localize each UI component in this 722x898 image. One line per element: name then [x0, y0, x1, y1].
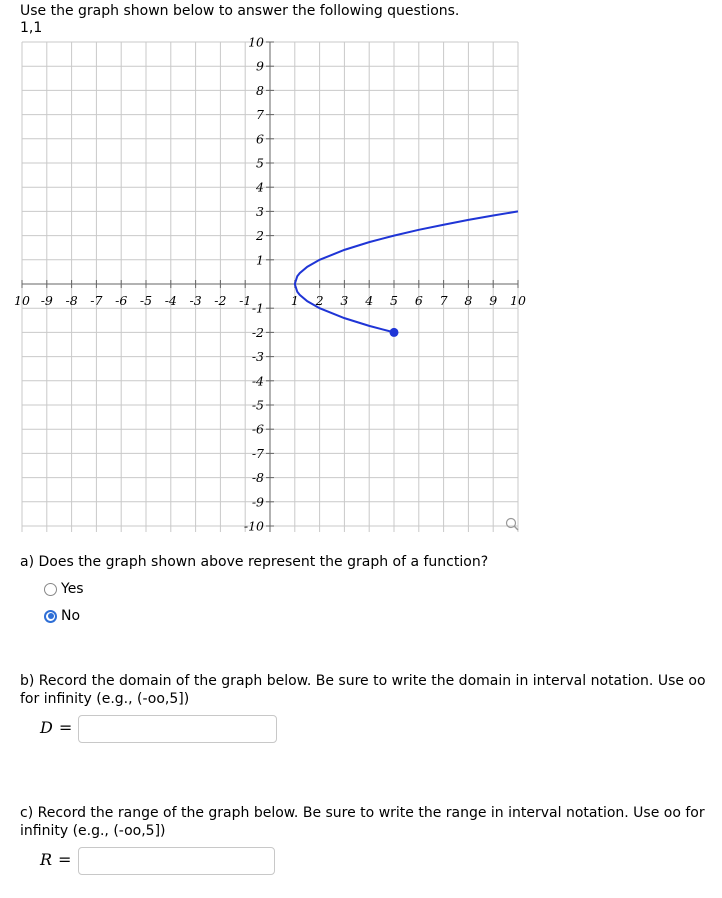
y-tick-label: 4 [256, 179, 264, 195]
x-tick-label: 6 [414, 293, 423, 308]
y-tick-label: -5 [251, 397, 264, 413]
x-tick-label: -2 [214, 293, 227, 308]
part-b-question: b) Record the domain of the graph below. Be sure to write the domain in interval notation. Use oo for infinity (e.g., (-oo,5]) [20, 673, 706, 707]
y-tick-label: -7 [251, 445, 264, 461]
x-tick-label: -6 [115, 293, 128, 308]
x-tick-label: -8 [65, 293, 78, 308]
domain-label [40, 718, 72, 737]
y-tick-label: 6 [256, 131, 264, 147]
y-tick-label: -8 [251, 470, 264, 486]
y-tick-label: 2 [256, 228, 264, 244]
x-tick-label: 4 [365, 293, 374, 308]
x-tick-label: -9 [40, 293, 53, 308]
part-c-question: c) Record the range of the graph below. Be sure to write the range in interval notation. Use oo for infinity (e.g., (-oo,5]) [20, 805, 705, 839]
domain-input[interactable] [78, 715, 277, 743]
y-tick-label: -6 [251, 421, 264, 437]
domain-var: D [40, 718, 53, 737]
y-tick-label: -4 [251, 373, 264, 389]
x-tick-label: -3 [189, 293, 202, 308]
instructions-text: Use the graph shown below to answer the following questions. [20, 3, 460, 19]
option-yes-label: Yes [61, 581, 84, 597]
y-tick-label: 5 [256, 155, 264, 171]
x-tick-label: -1 [239, 293, 252, 308]
y-tick-label: 9 [256, 58, 264, 74]
y-tick-label: -3 [251, 349, 264, 365]
part-a-question: a) Does the graph shown above represent the graph of a function? [20, 554, 489, 570]
x-tick-label: 2 [315, 293, 324, 308]
x-tick-label: 1 [290, 293, 299, 308]
y-tick-label: 1 [256, 252, 264, 268]
x-tick-label: 5 [390, 293, 398, 308]
y-tick-label: -9 [251, 494, 264, 510]
no-radio[interactable] [44, 610, 57, 623]
graph-endpoint [390, 328, 399, 337]
problem-label: 1,1 [20, 20, 43, 36]
x-tick-label: 10 [14, 293, 30, 308]
x-tick-label: -4 [164, 293, 177, 308]
x-tick-label: 8 [464, 293, 473, 308]
option-no[interactable] [44, 608, 80, 624]
x-tick-label: 7 [439, 293, 448, 308]
domain-equals: = [58, 718, 73, 737]
range-label [40, 850, 71, 869]
y-tick-label: -10 [243, 518, 264, 534]
x-tick-label: -7 [90, 293, 103, 308]
x-tick-label: 10 [510, 293, 526, 308]
option-no-label: No [61, 608, 81, 624]
y-tick-label: 10 [248, 34, 264, 50]
range-input[interactable] [78, 847, 275, 875]
y-tick-label: 7 [256, 107, 264, 123]
range-var: R [40, 850, 53, 869]
x-tick-label: 3 [340, 293, 349, 308]
x-tick-label: 9 [489, 293, 498, 308]
y-tick-label: -2 [251, 324, 264, 340]
y-tick-label: 3 [256, 203, 264, 219]
x-tick-label: -5 [139, 293, 153, 308]
yes-radio[interactable] [44, 583, 57, 596]
range-equals: = [58, 850, 72, 869]
y-tick-label: -1 [251, 300, 264, 316]
magnify-icon[interactable] [507, 519, 519, 531]
y-tick-label: 8 [256, 82, 264, 98]
option-yes[interactable] [44, 581, 84, 597]
graph-curve [295, 211, 518, 332]
